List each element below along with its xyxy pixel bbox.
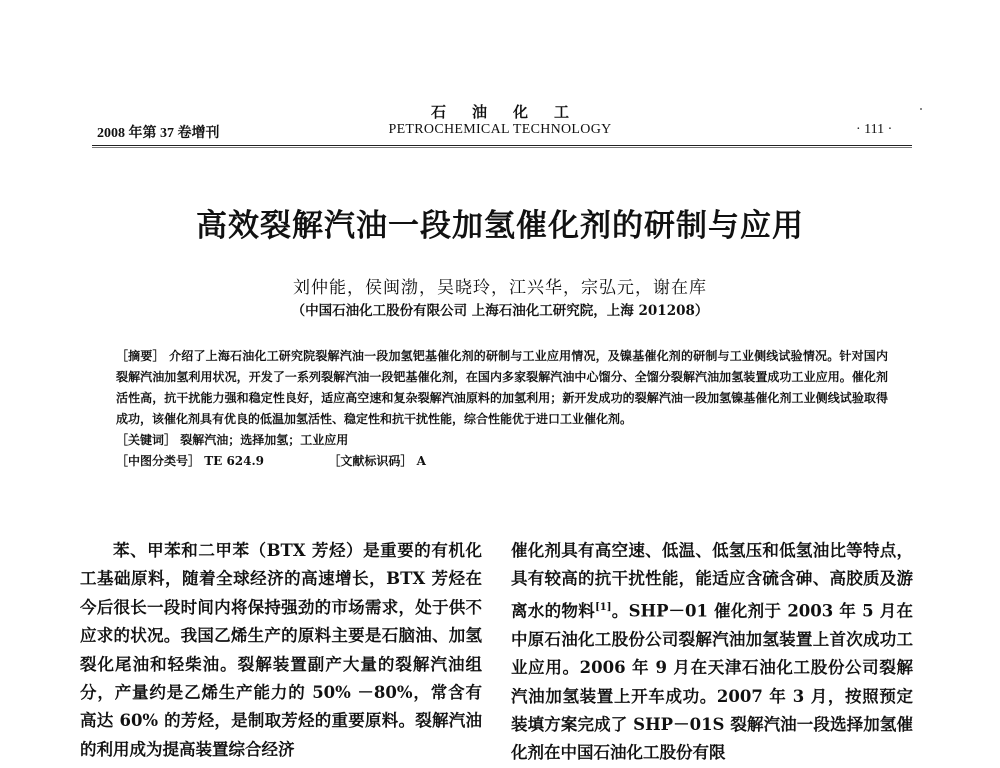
citation-ref: [1] (595, 601, 612, 613)
article-title: 高效裂解汽油一段加氢催化剂的研制与应用 (196, 208, 804, 244)
classification-line (116, 451, 888, 472)
scan-speck (920, 108, 922, 110)
author-list: 刘仲能，侯闽渤，吴晓玲，江兴华，宗弘元，谢在库 (293, 278, 707, 298)
abstract-block (116, 346, 888, 472)
body-left-column: 苯、甲苯和二甲苯（BTX 芳烃）是重要的有机化工基础原料，随着全球经济的高速增长，BTX 芳烃在今后很长一段时间内将保持强劲的市场需求，处于供不应求的状况。我国乙烯生产的原料主要是石脑油、加氢裂化尾油和轻柴油。裂解装置副产大量的裂解汽油组分，产量约是乙烯生产能力的 50% －80%，常含有高达 60% 的芳烃，是制取芳烃的重要原料。裂解汽油的利用成为提高装置综合经济 (80, 541, 482, 759)
abstract-text: 介绍了上海石油化工研究院裂解汽油一段加氢钯基催化剂的研制与工业应用情况，及镍基催化剂的研制与工业侧线试验情况。针对国内裂解汽油加氢利用状况，开发了一系列裂解汽油一段钯基催化剂，在国内多家裂解汽油中心馏分、全馏分裂解汽油加氢装置成功工业应用。催化剂活性高，抗干扰能力强和稳定性良好，适应高空速和复杂裂解汽油原料的加氢利用；新开发成功的裂解汽油一段加氢镍基催化剂工业侧线试验取得成功，该催化剂具有优良的低温加氢活性、稳定性和抗干扰性能，综合性能优于进口工业催化剂。 (116, 349, 888, 426)
journal-name-cn: 石油化工 (430, 103, 595, 121)
abstract-label: ［摘要］ (116, 349, 165, 363)
keywords-value: 裂解汽油；选择加氢；工业应用 (180, 433, 349, 447)
keywords-label: ［关键词］ (116, 433, 177, 447)
issue-info: 2008 年第 37 卷增刊 (97, 126, 220, 141)
clc-label: ［中图分类号］ (116, 454, 201, 468)
clc-value: TE 624.9 (204, 454, 265, 468)
header-rule-secondary (92, 147, 912, 148)
affiliation: （中国石油化工股份有限公司 上海石油化工研究院，上海 201208） (291, 303, 709, 319)
body-right-column (511, 537, 913, 768)
keywords-line (116, 430, 888, 451)
doc-code-label: ［文献标识码］ (328, 454, 413, 468)
header-rule (92, 145, 912, 146)
page-number: · 111 · (856, 122, 893, 137)
doc-code-value: A (416, 454, 426, 468)
abstract-paragraph (116, 346, 888, 430)
right-column-text-b: 。SHP－01 催化剂于 2003 年 5 月在中原石油化工股份公司裂解汽油加氢装置上首次成功工业应用。2006 年 9 月在天津石油化工股份公司裂解汽油加氢装置上开车成功。2007 年 3 月，按照预定装填方案完成了 SHP－01S 裂解汽油一段选择加氢催化剂在中国石油化工股份有限 (511, 601, 914, 763)
right-column-text-a: 催化剂具有高空速、低温、低氢压和低氢油比等特点，具有较高的抗干扰性能，能适应含硫含砷、高胶质及游离水的物料 (511, 541, 913, 621)
journal-name-en: PETROCHEMICAL TECHNOLOGY (388, 122, 612, 137)
